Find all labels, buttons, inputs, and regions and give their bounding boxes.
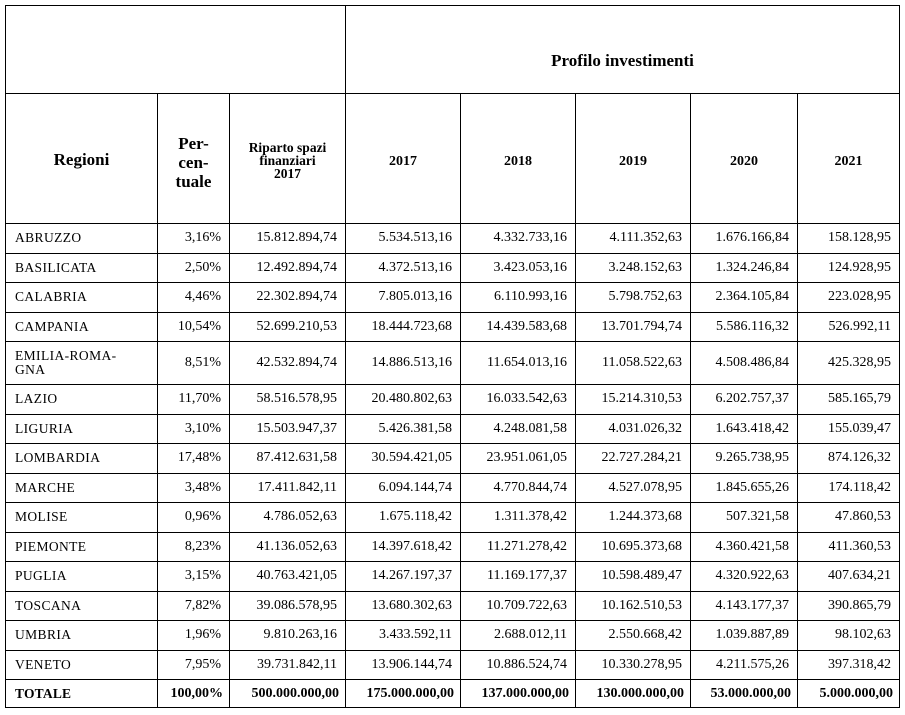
value-2021-cell: 397.318,42: [798, 650, 900, 680]
value-2021-cell: 158.128,95: [798, 224, 900, 254]
table-row: [6, 650, 900, 680]
value-2017-cell: 4.372.513,16: [346, 253, 461, 283]
region-line: GNA: [15, 362, 46, 377]
percent-cell: 17,48%: [158, 444, 230, 474]
value-2019-cell: 3.248.152,63: [576, 253, 691, 283]
value-2019-cell: 15.214.310,53: [576, 385, 691, 415]
table-row: [6, 283, 900, 313]
value-2019-cell: 2.550.668,42: [576, 621, 691, 651]
header-columns-row: [6, 94, 900, 224]
percent-cell: 7,95%: [158, 650, 230, 680]
percentuale-line: cen-: [178, 153, 209, 172]
value-2018-cell: 6.110.993,16: [461, 283, 576, 313]
percent-cell: 3,48%: [158, 473, 230, 503]
value-2018-cell: 11.654.013,16: [461, 342, 576, 385]
riparto-header: [230, 94, 346, 224]
value-2019-cell: 4.111.352,63: [576, 224, 691, 254]
riparto-cell: 52.699.210,53: [230, 312, 346, 342]
value-2018-cell: 11.169.177,37: [461, 562, 576, 592]
value-2020-cell: 1.039.887,89: [691, 621, 798, 651]
value-2019-cell: 1.244.373,68: [576, 503, 691, 533]
riparto-cell: 58.516.578,95: [230, 385, 346, 415]
header-top-row: [6, 6, 900, 94]
value-2018-cell: 10.709.722,63: [461, 591, 576, 621]
regional-investment-table: [5, 5, 900, 708]
total-percent: 100,00%: [158, 680, 230, 708]
value-2020-cell: 1.676.166,84: [691, 224, 798, 254]
percent-cell: 3,15%: [158, 562, 230, 592]
profilo-investimenti-header: Profilo investimenti: [346, 6, 900, 94]
riparto-cell: 39.086.578,95: [230, 591, 346, 621]
value-2018-cell: 14.439.583,68: [461, 312, 576, 342]
region-cell: PUGLIA: [6, 562, 158, 592]
table-row: [6, 591, 900, 621]
table-row: [6, 385, 900, 415]
region-cell: LAZIO: [6, 385, 158, 415]
value-2021-cell: 124.928,95: [798, 253, 900, 283]
table-row: [6, 414, 900, 444]
value-2020-cell: 1.324.246,84: [691, 253, 798, 283]
value-2019-cell: 22.727.284,21: [576, 444, 691, 474]
table-row: [6, 342, 900, 385]
value-2020-cell: 1.643.418,42: [691, 414, 798, 444]
region-cell: MARCHE: [6, 473, 158, 503]
riparto-cell: 12.492.894,74: [230, 253, 346, 283]
value-2019-cell: 10.330.278,95: [576, 650, 691, 680]
region-cell: CAMPANIA: [6, 312, 158, 342]
value-2018-cell: 16.033.542,63: [461, 385, 576, 415]
total-2021: 5.000.000,00: [798, 680, 900, 708]
percent-cell: 10,54%: [158, 312, 230, 342]
percent-cell: 1,96%: [158, 621, 230, 651]
riparto-cell: 15.503.947,37: [230, 414, 346, 444]
riparto-cell: 9.810.263,16: [230, 621, 346, 651]
region-cell: BASILICATA: [6, 253, 158, 283]
value-2020-cell: 4.320.922,63: [691, 562, 798, 592]
value-2017-cell: 14.267.197,37: [346, 562, 461, 592]
value-2019-cell: 5.798.752,63: [576, 283, 691, 313]
value-2017-cell: 3.433.592,11: [346, 621, 461, 651]
riparto-cell: 39.731.842,11: [230, 650, 346, 680]
region-cell: TOSCANA: [6, 591, 158, 621]
riparto-cell: 4.786.052,63: [230, 503, 346, 533]
value-2018-cell: 11.271.278,42: [461, 532, 576, 562]
riparto-line: Riparto spazi: [248, 140, 327, 155]
value-2020-cell: 4.360.421,58: [691, 532, 798, 562]
table-row: [6, 312, 900, 342]
total-2020: 53.000.000,00: [691, 680, 798, 708]
value-2019-cell: 10.695.373,68: [576, 532, 691, 562]
year-header-2020: 2020: [691, 94, 798, 224]
percentuale-header: [158, 94, 230, 224]
total-riparto: 500.000.000,00: [230, 680, 346, 708]
value-2017-cell: 14.397.618,42: [346, 532, 461, 562]
value-2017-cell: 1.675.118,42: [346, 503, 461, 533]
table-row: [6, 532, 900, 562]
regioni-header: Regioni: [6, 94, 158, 224]
header-blank-cell: [6, 6, 346, 94]
region-cell: [6, 342, 158, 385]
value-2018-cell: 4.332.733,16: [461, 224, 576, 254]
value-2019-cell: 13.701.794,74: [576, 312, 691, 342]
percent-cell: 11,70%: [158, 385, 230, 415]
region-cell: PIEMONTE: [6, 532, 158, 562]
value-2020-cell: 4.508.486,84: [691, 342, 798, 385]
total-2019: 130.000.000,00: [576, 680, 691, 708]
riparto-cell: 42.532.894,74: [230, 342, 346, 385]
percent-cell: 3,16%: [158, 224, 230, 254]
value-2020-cell: 507.321,58: [691, 503, 798, 533]
year-header-2018: 2018: [461, 94, 576, 224]
value-2017-cell: 7.805.013,16: [346, 283, 461, 313]
value-2021-cell: 47.860,53: [798, 503, 900, 533]
table-row: [6, 473, 900, 503]
value-2018-cell: 10.886.524,74: [461, 650, 576, 680]
value-2018-cell: 1.311.378,42: [461, 503, 576, 533]
table-row: [6, 503, 900, 533]
value-2017-cell: 14.886.513,16: [346, 342, 461, 385]
region-cell: VENETO: [6, 650, 158, 680]
value-2017-cell: 18.444.723,68: [346, 312, 461, 342]
value-2020-cell: 5.586.116,32: [691, 312, 798, 342]
riparto-cell: 15.812.894,74: [230, 224, 346, 254]
percent-cell: 2,50%: [158, 253, 230, 283]
value-2020-cell: 1.845.655,26: [691, 473, 798, 503]
table-row: [6, 253, 900, 283]
value-2017-cell: 5.426.381,58: [346, 414, 461, 444]
percent-cell: 8,23%: [158, 532, 230, 562]
value-2020-cell: 4.211.575,26: [691, 650, 798, 680]
value-2021-cell: 174.118,42: [798, 473, 900, 503]
riparto-cell: 87.412.631,58: [230, 444, 346, 474]
value-2021-cell: 585.165,79: [798, 385, 900, 415]
value-2018-cell: 23.951.061,05: [461, 444, 576, 474]
value-2018-cell: 4.248.081,58: [461, 414, 576, 444]
value-2019-cell: 4.527.078,95: [576, 473, 691, 503]
value-2020-cell: 6.202.757,37: [691, 385, 798, 415]
value-2019-cell: 4.031.026,32: [576, 414, 691, 444]
riparto-line: finanziari: [259, 153, 316, 168]
value-2021-cell: 874.126,32: [798, 444, 900, 474]
value-2018-cell: 4.770.844,74: [461, 473, 576, 503]
value-2017-cell: 20.480.802,63: [346, 385, 461, 415]
value-2017-cell: 5.534.513,16: [346, 224, 461, 254]
value-2017-cell: 13.680.302,63: [346, 591, 461, 621]
value-2021-cell: 526.992,11: [798, 312, 900, 342]
value-2019-cell: 10.598.489,47: [576, 562, 691, 592]
percent-cell: 3,10%: [158, 414, 230, 444]
value-2021-cell: 223.028,95: [798, 283, 900, 313]
value-2021-cell: 407.634,21: [798, 562, 900, 592]
riparto-cell: 41.136.052,63: [230, 532, 346, 562]
table-row: [6, 562, 900, 592]
region-cell: MOLISE: [6, 503, 158, 533]
region-cell: CALABRIA: [6, 283, 158, 313]
region-cell: LIGURIA: [6, 414, 158, 444]
percent-cell: 0,96%: [158, 503, 230, 533]
table-row: [6, 444, 900, 474]
percent-cell: 4,46%: [158, 283, 230, 313]
value-2017-cell: 13.906.144,74: [346, 650, 461, 680]
value-2021-cell: 98.102,63: [798, 621, 900, 651]
region-line: EMILIA-ROMA-: [15, 348, 117, 363]
total-label: TOTALE: [6, 680, 158, 708]
total-2018: 137.000.000,00: [461, 680, 576, 708]
total-row: [6, 680, 900, 708]
percentuale-line: Per-: [178, 134, 209, 153]
value-2021-cell: 155.039,47: [798, 414, 900, 444]
riparto-line: 2017: [274, 166, 301, 181]
value-2021-cell: 425.328,95: [798, 342, 900, 385]
value-2020-cell: 2.364.105,84: [691, 283, 798, 313]
value-2018-cell: 2.688.012,11: [461, 621, 576, 651]
year-header-2017: 2017: [346, 94, 461, 224]
value-2018-cell: 3.423.053,16: [461, 253, 576, 283]
year-header-2021: 2021: [798, 94, 900, 224]
region-cell: UMBRIA: [6, 621, 158, 651]
percent-cell: 8,51%: [158, 342, 230, 385]
value-2020-cell: 9.265.738,95: [691, 444, 798, 474]
table-row: [6, 621, 900, 651]
table-row: [6, 224, 900, 254]
value-2019-cell: 11.058.522,63: [576, 342, 691, 385]
percent-cell: 7,82%: [158, 591, 230, 621]
value-2021-cell: 390.865,79: [798, 591, 900, 621]
value-2017-cell: 6.094.144,74: [346, 473, 461, 503]
year-header-2019: 2019: [576, 94, 691, 224]
region-cell: ABRUZZO: [6, 224, 158, 254]
value-2021-cell: 411.360,53: [798, 532, 900, 562]
percentuale-line: tuale: [175, 172, 212, 191]
riparto-cell: 22.302.894,74: [230, 283, 346, 313]
value-2019-cell: 10.162.510,53: [576, 591, 691, 621]
value-2020-cell: 4.143.177,37: [691, 591, 798, 621]
riparto-cell: 17.411.842,11: [230, 473, 346, 503]
region-cell: LOMBARDIA: [6, 444, 158, 474]
value-2017-cell: 30.594.421,05: [346, 444, 461, 474]
total-2017: 175.000.000,00: [346, 680, 461, 708]
riparto-cell: 40.763.421,05: [230, 562, 346, 592]
